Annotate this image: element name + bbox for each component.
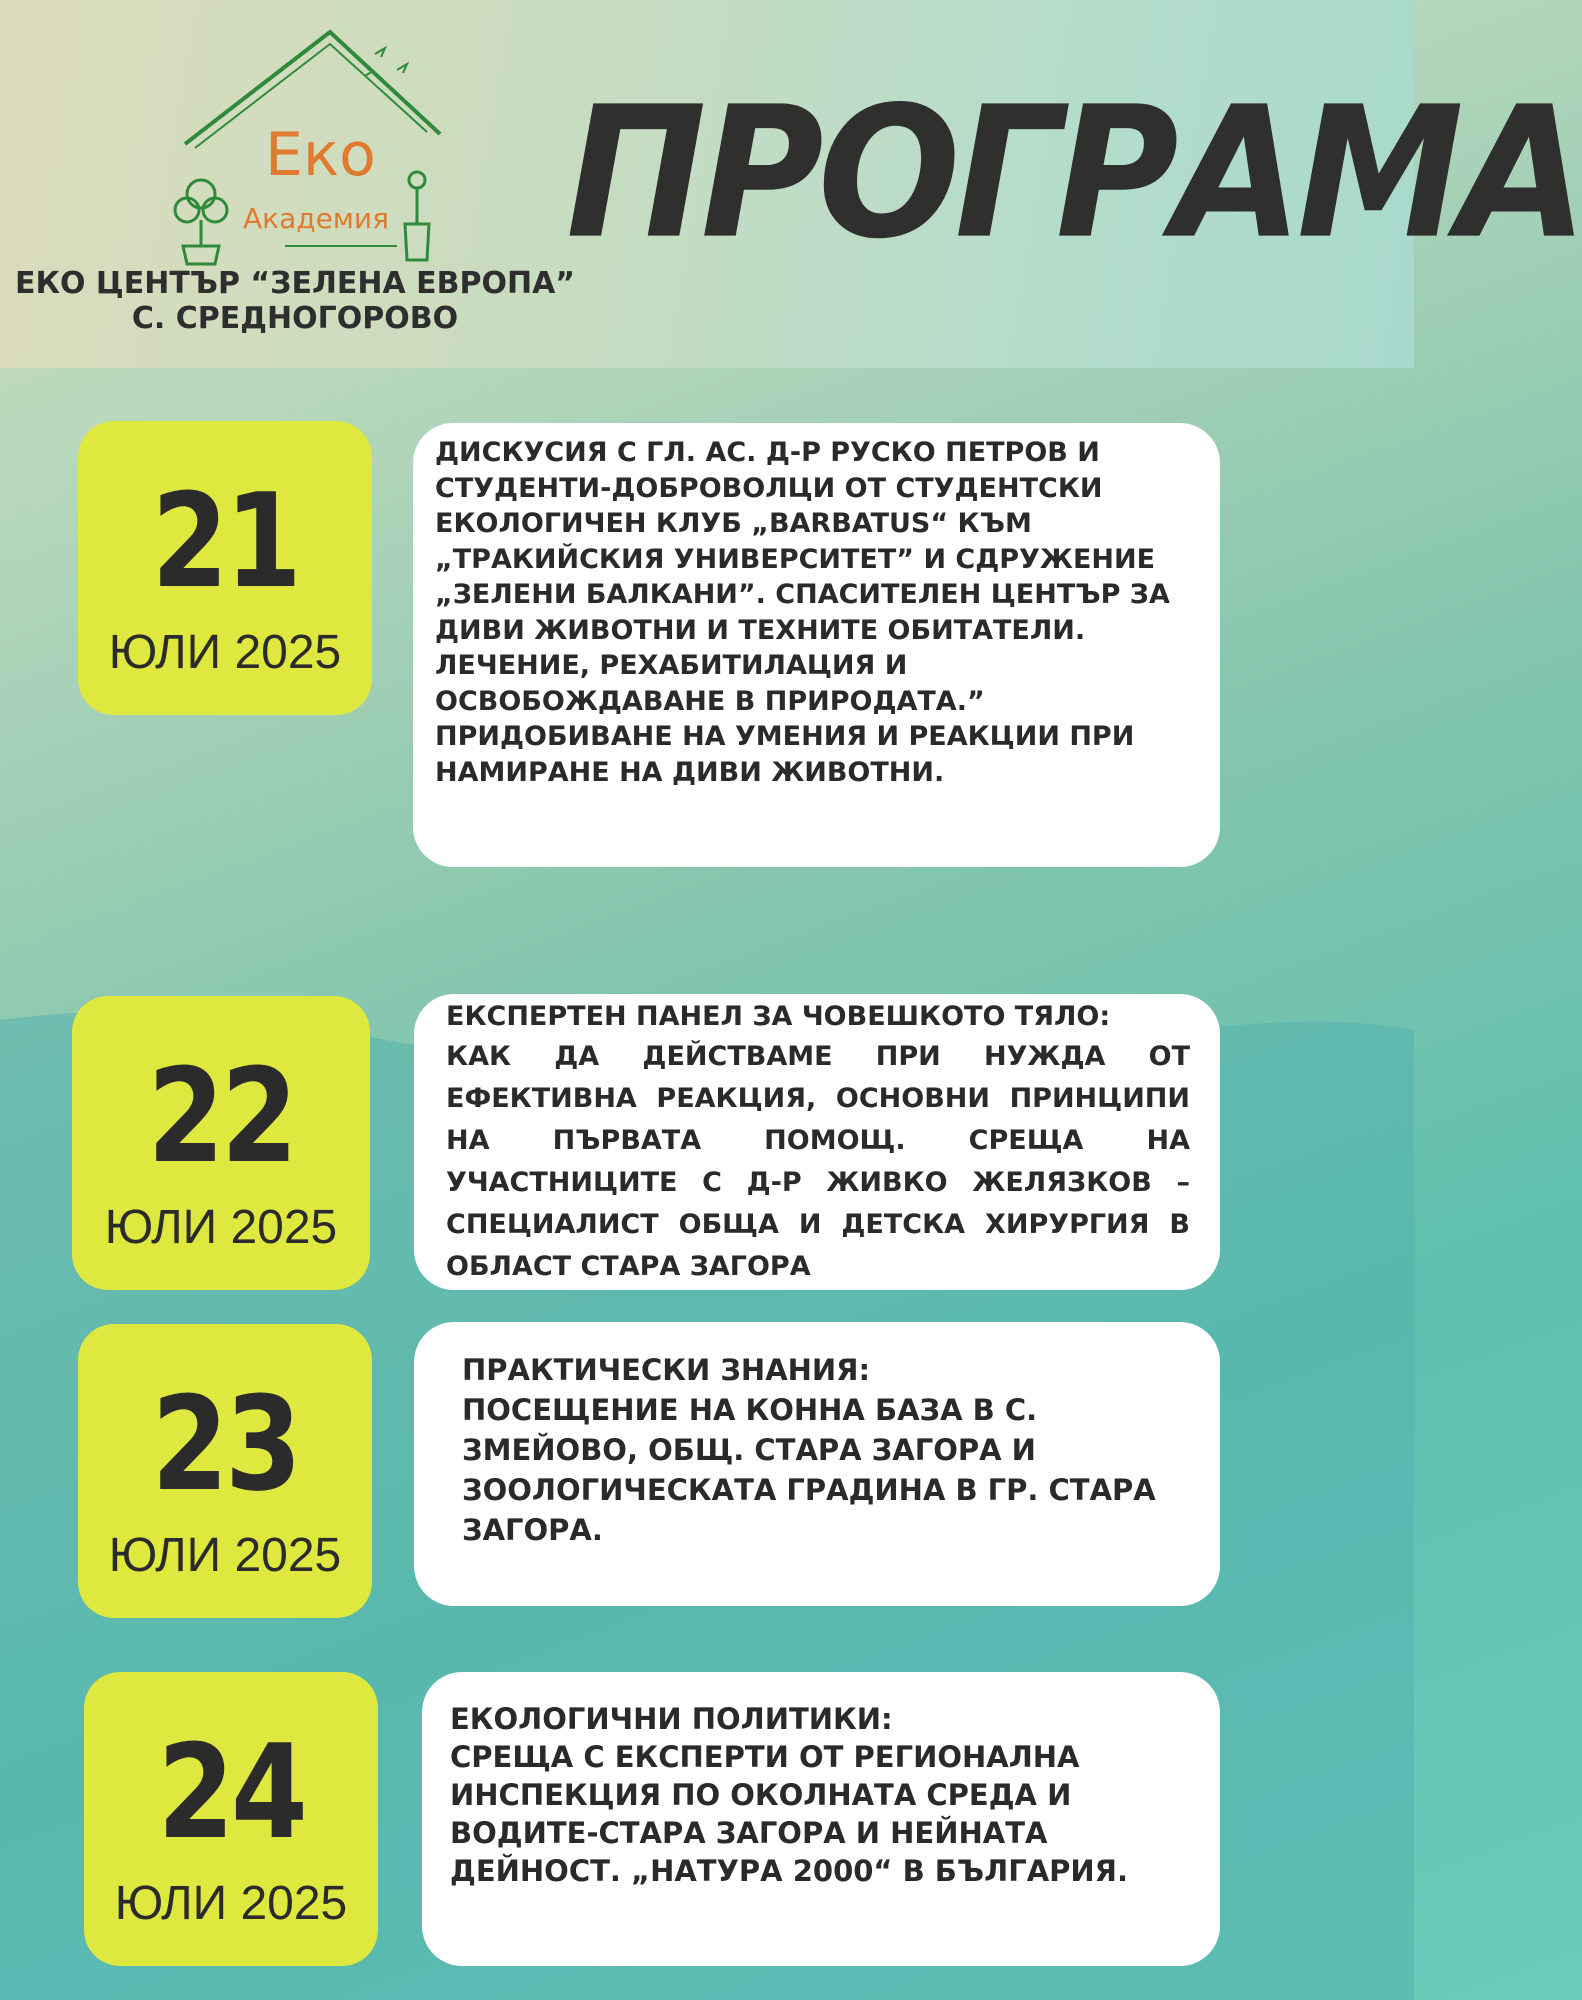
organization-location: С. СРЕДНОГОРОВО [131,301,459,336]
program-description: ДИСКУСИЯ С ГЛ. АС. Д-Р РУСКО ПЕТРОВ И СТУДЕНТИ-ДОБРОВОЛЦИ ОТ СТУДЕНТСКИ ЕКОЛОГИЧЕН КЛУБ „BARBATUS“ КЪМ „ТРАКИЙСКИЯ УНИВЕРСИТЕТ” И СДРУЖЕНИЕ „ЗЕЛЕНИ БАЛКАНИ”. СПАСИТЕЛЕН ЦЕНТЪР ЗА ДИВИ ЖИВОТНИ И ТЕХНИТЕ ОБИТАТЕЛИ. ЛЕЧЕНИЕ, РЕХАБИТИЛАЦИЯ И ОСВОБОЖДАВАНЕ В ПРИРОДАТА.” ПРИДОБИВАНЕ НА УМЕНИЯ И РЕАКЦИИ ПРИ НАМИРАНЕ НА ДИВИ ЖИВОТНИ. [435,437,1170,788]
date-box-day-3 [78,1324,372,1618]
program-description: КАК ДА ДЕЙСТВАМЕ ПРИ НУЖДА ОТ ЕФЕКТИВНА РЕАКЦИЯ, ОСНОВНИ ПРИНЦИПИ НА ПЪРВАТА ПОМОЩ. СРЕЩА НА УЧАСТНИЦИТЕ С Д-Р ЖИВКО ЖЕЛЯЗКОВ – СПЕЦИАЛИСТ ОБЩА И ДЕТСКА ХИРУРГИЯ В ОБЛАСТ СТАРА ЗАГОРА [446,1041,1190,1282]
program-card-day-3 [414,1322,1220,1606]
date-day: 21 [151,465,299,617]
date-box-day-2 [72,996,370,1290]
program-heading: ЕКОЛОГИЧНИ ПОЛИТИКИ: [450,1702,893,1736]
date-day: 22 [147,1040,295,1192]
date-day: 24 [157,1716,305,1868]
date-box-day-4 [84,1672,378,1966]
date-month-year: ЮЛИ 2025 [108,626,342,679]
logo-text-akademia: Академия [243,202,389,235]
date-day: 23 [151,1368,299,1520]
program-description: ПОСЕЩЕНИЕ НА КОННА БАЗА В С. ЗМЕЙОВО, ОБЩ. СТАРА ЗАГОРА И ЗООЛОГИЧЕСКАТА ГРАДИНА В ГР. СТАРА ЗАГОРА. [462,1393,1156,1547]
page-title: ПРОГРАМА [566,67,1582,279]
date-month-year: ЮЛИ 2025 [114,1877,348,1930]
organization-name: ЕКО ЦЕНТЪР “ЗЕЛЕНА ЕВРОПА” [14,266,576,301]
date-month-year: ЮЛИ 2025 [108,1529,342,1582]
program-card-day-2 [414,994,1220,1290]
date-box-day-1 [78,421,372,715]
program-card-day-4 [422,1672,1220,1966]
eko-akademia-logo [165,24,455,264]
program-description: СРЕЩА С ЕКСПЕРТИ ОТ РЕГИОНАЛНА ИНСПЕКЦИЯ ПО ОКОЛНАТА СРЕДА И ВОДИТЕ-СТАРА ЗАГОРА И НЕЙНАТА ДЕЙНОСТ. „НАТУРА 2000“ В БЪЛГАРИЯ. [450,1740,1129,1888]
program-heading: ПРАКТИЧЕСКИ ЗНАНИЯ: [462,1353,871,1387]
program-heading: ЕКСПЕРТЕН ПАНЕЛ ЗА ЧОВЕШКОТО ТЯЛО: [446,1001,1111,1032]
date-month-year: ЮЛИ 2025 [104,1201,338,1254]
program-card-day-1 [413,423,1220,867]
logo-text-eko: Еко [265,120,376,190]
